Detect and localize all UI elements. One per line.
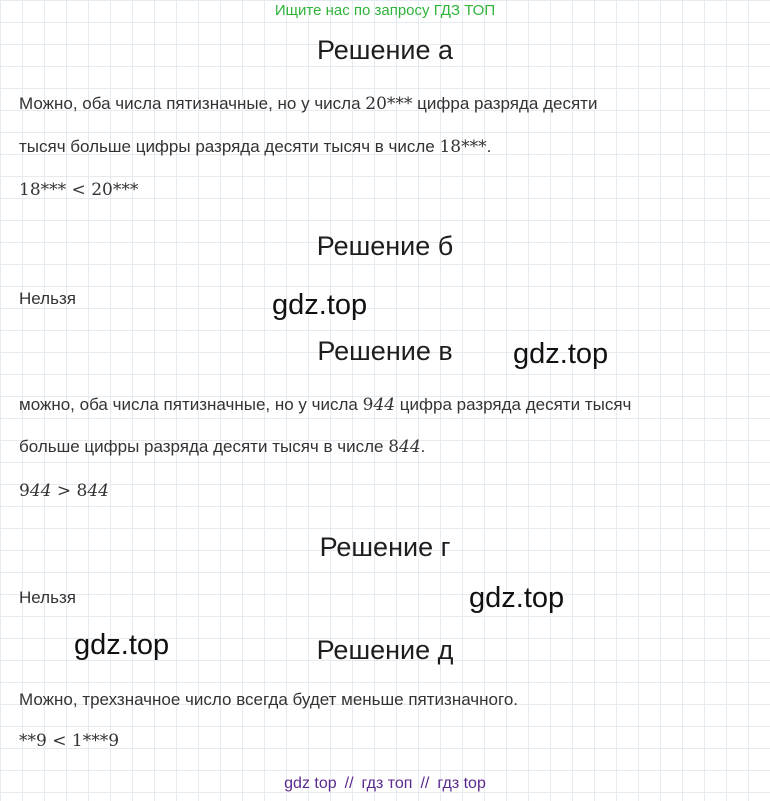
footer-link[interactable]: gdz top [284, 775, 337, 792]
math-number: 44 [373, 395, 396, 415]
footer-separator: // [344, 775, 354, 792]
footer-separator: // [420, 775, 430, 792]
solution-a-title: Решение а [316, 35, 454, 65]
solution-d-title: Решение д [316, 635, 454, 665]
text-segment: . [486, 137, 492, 156]
text-segment: цифра разряда десяти тысяч [395, 395, 632, 414]
math-number: 44 [399, 437, 421, 457]
math-right: 20*** [91, 180, 139, 200]
promo-banner[interactable]: Ищите нас по запросу ГДЗ ТОП [274, 2, 496, 19]
footer-links [0, 775, 770, 793]
watermark-text: gdz.top [513, 338, 609, 370]
math-number: 8 [76, 481, 88, 501]
math-left: 18*** [19, 180, 67, 200]
solution-a-line1 [19, 94, 597, 114]
math-number: 9 [362, 395, 374, 415]
solution-v-title: Решение в [317, 336, 453, 366]
math-sign: > [51, 481, 77, 501]
math-number: 20*** [365, 94, 413, 114]
solution-g-text: Нельзя [19, 588, 76, 607]
watermark-text: gdz.top [272, 289, 368, 321]
text-segment: цифра разряда десяти [412, 94, 598, 113]
math-right: 1***9 [71, 731, 120, 751]
text-segment: больше цифры разряда десяти тысяч в числе [19, 437, 389, 456]
watermark-text: gdz.top [74, 629, 170, 661]
text-segment: можно, оба числа пятизначные, но у числа [19, 395, 363, 414]
math-number: 44 [87, 481, 109, 501]
text-segment: тысяч больше цифры разряда десяти тысяч в числе [19, 137, 440, 156]
math-number: 9 [19, 481, 30, 501]
solution-a-line2 [19, 137, 491, 157]
solution-d-text: Можно, трехзначное число всегда будет меньше пятизначного. [19, 690, 519, 709]
solution-d-comparison [19, 731, 119, 751]
watermark-text: gdz.top [469, 582, 565, 614]
solution-b-text: Нельзя [19, 289, 76, 308]
footer-link[interactable]: гдз top [437, 775, 486, 792]
solution-a-comparison [19, 180, 138, 200]
text-segment: Можно, оба числа пятизначные, но у числа [19, 94, 366, 113]
solution-g-title: Решение г [319, 532, 451, 562]
footer-link[interactable]: гдз топ [361, 775, 413, 792]
solution-v-line1 [19, 395, 631, 415]
solution-v-comparison [19, 481, 109, 501]
math-number: 44 [29, 481, 52, 501]
solution-b-title: Решение б [316, 231, 454, 261]
math-left: **9 [19, 731, 47, 751]
math-number: 8 [388, 437, 400, 457]
solution-v-line2 [19, 437, 425, 457]
math-sign: < [66, 180, 92, 200]
math-sign: < [46, 731, 72, 751]
text-segment: . [420, 437, 426, 456]
math-number: 18*** [439, 137, 487, 157]
